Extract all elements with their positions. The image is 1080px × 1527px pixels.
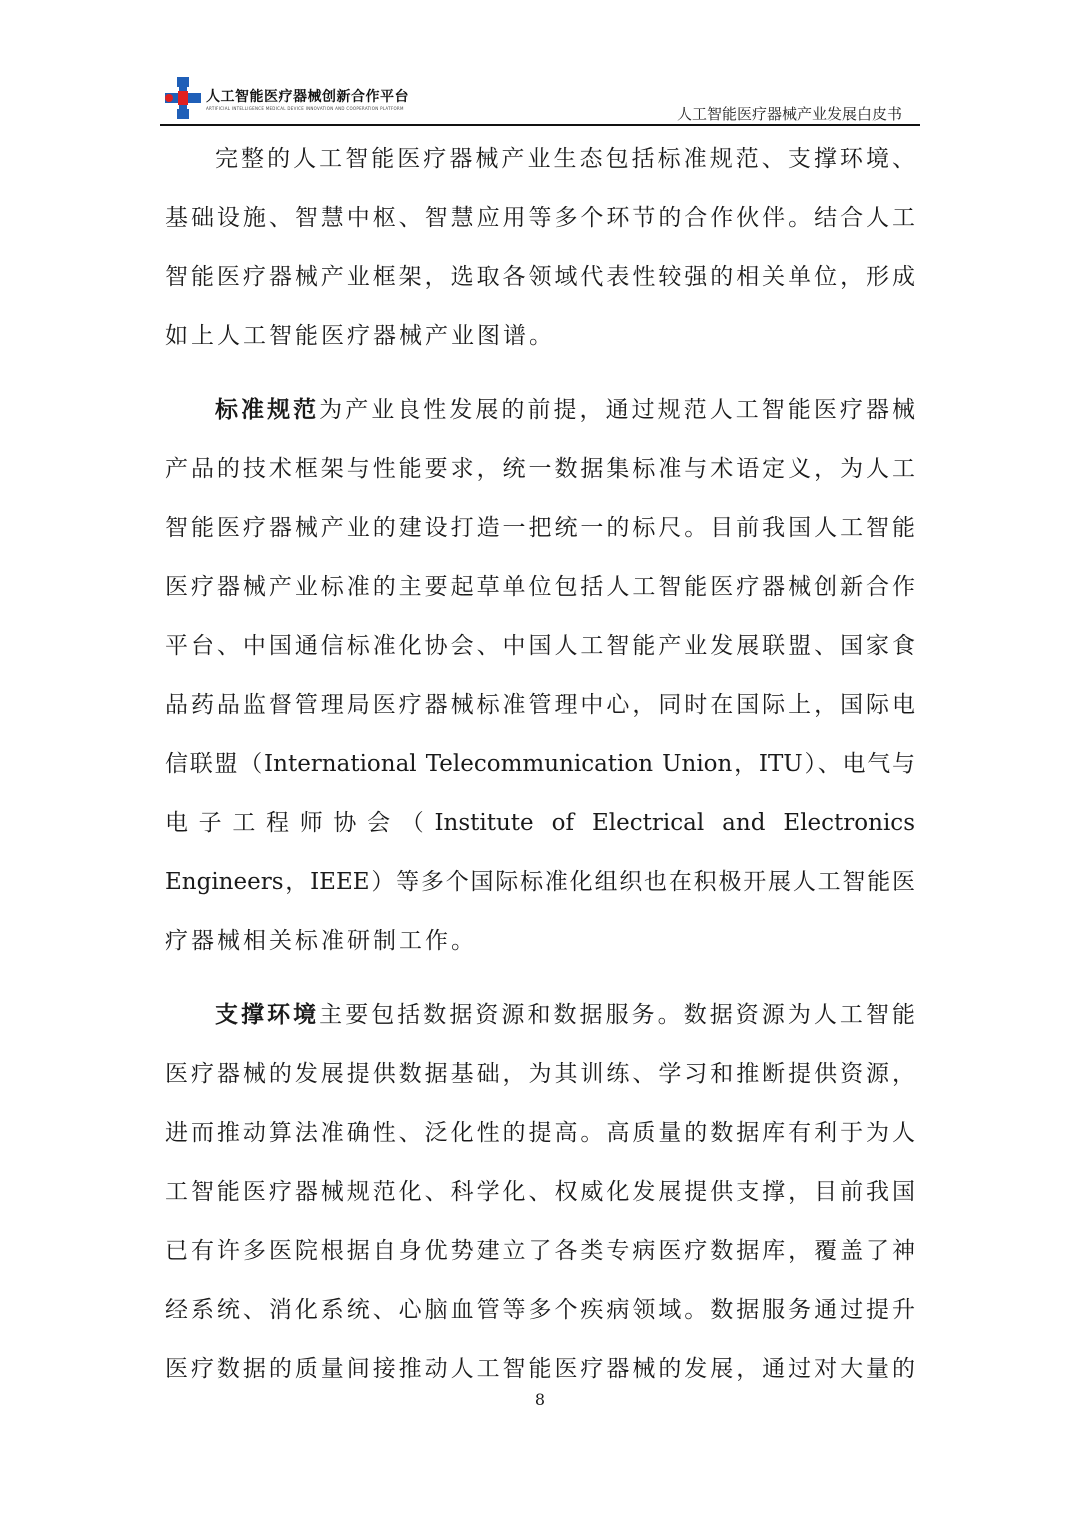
line-text: 疗器械相关标准研制工作。 (165, 928, 477, 954)
line-text: 已有许多医院根据自身优势建立了各类专病医疗数据库，覆盖了神 (165, 1238, 915, 1264)
text-line (165, 794, 915, 853)
text-line (165, 1281, 915, 1340)
document-title: 人工智能医疗器械产业发展白皮书 (676, 105, 902, 123)
bold-term: 标准规范 (215, 397, 320, 423)
line-text: 医疗数据的质量间接推动人工智能医疗器械的发展，通过对大量的 (165, 1356, 915, 1382)
text-line (165, 676, 915, 735)
line-text: 如上人工智能医疗器械产业图谱。 (165, 323, 555, 349)
page-number: 8 (534, 1390, 546, 1409)
header-divider (160, 124, 920, 126)
line-text: 智能医疗器械产业的建设打造一把统一的标尺。目前我国人工智能 (165, 515, 915, 541)
line-text: 平台、中国通信标准化协会、中国人工智能产业发展联盟、国家食 (165, 633, 915, 659)
text-line (165, 1163, 915, 1222)
text-line (165, 912, 915, 971)
line-text: 工智能医疗器械规范化、科学化、权威化发展提供支撑，目前我国 (165, 1179, 915, 1205)
text-line (165, 499, 915, 558)
text-line (165, 1104, 915, 1163)
text-line (165, 440, 915, 499)
bold-term: 支撑环境 (215, 1002, 320, 1028)
text-line (165, 986, 915, 1045)
line-text: 为产业良性发展的前提，通过规范人工智能医疗器械 (319, 397, 916, 423)
text-line (165, 381, 915, 440)
text-line (165, 735, 915, 794)
text-line (165, 130, 915, 189)
text-line (165, 1045, 915, 1104)
line-text: 基础设施、智慧中枢、智慧应用等多个环节的合作伙伴。结合人工 (165, 205, 915, 231)
line-text: 品药品监督管理局医疗器械标准管理中心，同时在国际上，国际电 (165, 692, 915, 718)
line-text: 完整的人工智能医疗器械产业生态包括标准规范、支撑环境、 (215, 146, 915, 172)
paragraph (165, 986, 915, 1399)
line-text: 进而推动算法准确性、泛化性的提高。高质量的数据库有利于为人 (165, 1120, 915, 1146)
text-line (165, 248, 915, 307)
text-line (165, 1222, 915, 1281)
platform-logo-icon (163, 75, 203, 119)
line-text: 信联盟（International Telecommunication Union，ITU）、电气与 (165, 751, 915, 777)
line-text: 电子工程师协会（Institute of Electrical and Electronics (165, 810, 915, 836)
text-line (165, 853, 915, 912)
line-text: 智能医疗器械产业框架，选取各领域代表性较强的相关单位，形成 (165, 264, 915, 290)
page-header (160, 72, 920, 126)
line-text: 产品的技术框架与性能要求，统一数据集标准与术语定义，为人工 (165, 456, 915, 482)
text-line (165, 617, 915, 676)
text-line (165, 558, 915, 617)
paragraph (165, 130, 915, 366)
text-line (165, 189, 915, 248)
logo-title: 人工智能医疗器械创新合作平台 (206, 89, 409, 105)
document-body (165, 130, 915, 1414)
text-line (165, 307, 915, 366)
line-text: 主要包括数据资源和数据服务。数据资源为人工智能 (319, 1002, 916, 1028)
line-text: 经系统、消化系统、心脑血管等多个疾病领域。数据服务通过提升 (165, 1297, 915, 1323)
logo-subtitle: ARTIFICIAL INTELLIGENCE MEDICAL DEVICE INNOVATION AND COOPERATION PLATFORM (206, 106, 404, 111)
paragraph (165, 381, 915, 971)
line-text: 医疗器械产业标准的主要起草单位包括人工智能医疗器械创新合作 (165, 574, 915, 600)
line-text: 医疗器械的发展提供数据基础，为其训练、学习和推断提供资源， (165, 1061, 915, 1087)
line-text: Engineers，IEEE）等多个国际标准化组织也在积极开展人工智能医 (165, 869, 915, 895)
